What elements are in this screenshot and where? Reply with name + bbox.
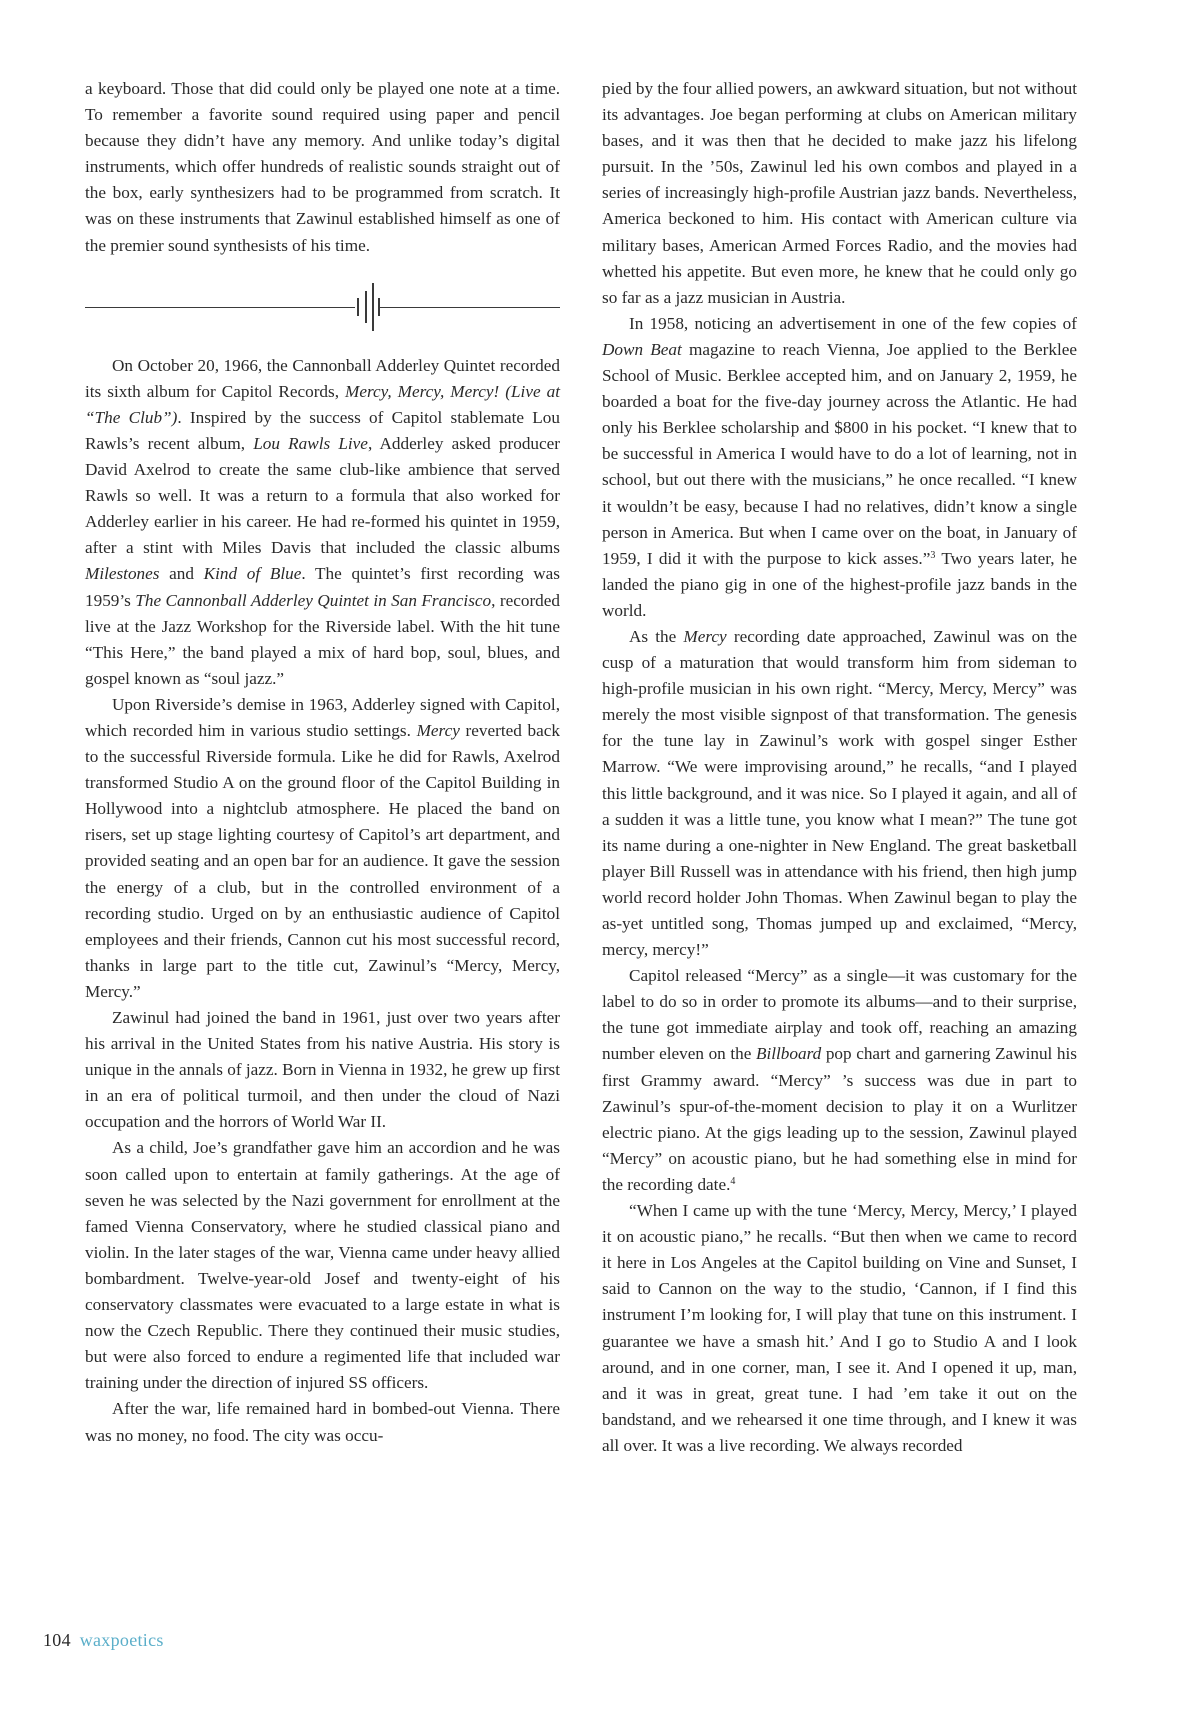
text-run: pop chart and garnering Zawinul his first Grammy award. “Mercy” ’s success was due in part to Zawinul’s spur-of-the-moment decision to play it on a Wurlitzer electric piano. At the gigs leading up to the session, Zawinul played “Mercy” on acoustic piano, but he had something else in mind for the recording date. (602, 1044, 1077, 1194)
text-run: and (159, 564, 204, 584)
text-run: As a child, Joe’s grandfather gave him an accordion and he was soon called upon to entertain at family gatherings. At the age of seven he was selected by the Nazi government for enrollment at the famed Vienna Conservatory, where he studied classical piano and violin. In the later stages of the war, Vienna came under heavy allied bombardment. Twelve-year-old Josef and twenty-eight of his conservatory classmates were evacuated to a large estate in what is now the Czech Republic. There they continued their music studies, but were also forced to endure a regimented life that included war training under the direction of injured SS officers. (85, 1138, 560, 1393)
text-run: recording date approached, Zawinul was on the cusp of a maturation that would transform him from sideman to high-profile musician in his own right. “Mercy, Mercy, Mercy” was merely the most visible signpost of that transformation. The genesis for the tune lay in Zawinul’s work with gospel singer Esther Marrow. “We were improvising around,” he recalls, “and I played this little background, and it was nice. So I played it again, and all of a sudden it was a little tune, you know what I mean?” The tune got its name during a one-nighter in New England. The great basketball player Bill Russell was in attendance with his friend, then high jump world record holder John Thomas. When Zawinul began to play the as-yet untitled song, Thomas jumped up and exclaimed, “Mercy, mercy, mercy!” (602, 626, 1077, 960)
section-divider (85, 279, 560, 335)
text-run: Two years later, he landed the piano gig in one of the highest-profile jazz bands in the world. (602, 548, 1078, 620)
text-run: a keyboard. Those that did could only be played one note at a time. To remember a favorite sound required using paper and pencil because they didn’t have any memory. And unlike today’s digital instruments, which offer hundreds of realistic sounds straight out of the box, early synthesizers had to be programmed from scratch. It was on these instruments that Zawinul established himself as one of the premier sound synthesists of his time. (85, 79, 560, 255)
paragraph-after-war (85, 1396, 560, 1448)
text-run: Upon Riverside’s demise in 1963, Adderley signed with Capitol, which recorded him in various studio settings. (85, 694, 560, 740)
paragraph-quote (602, 1198, 1077, 1459)
text-run: After the war, life remained hard in bombed-out Vienna. There was no money, no food. The city was occu- (85, 1399, 560, 1445)
italic-title: Mercy (683, 626, 727, 646)
paragraph-riverside (85, 692, 560, 1005)
paragraph-continued (602, 76, 1077, 311)
italic-title: Down Beat (602, 339, 682, 359)
italic-title: Lou Rawls Live (253, 433, 368, 453)
footnote-ref: 4 (730, 1175, 736, 1187)
text-run: Capitol released “Mercy” as a single—it was customary for the label to do so in order to promote its albums—and to their surprise, the tune got immediate airplay and took off, reaching an amazing number eleven on the (602, 966, 1077, 1064)
text-run: In 1958, noticing an advertisement in one of the few copies of (629, 313, 1077, 333)
magazine-name: waxpoetics (79, 1630, 164, 1650)
italic-title: Mercy, Mercy, Mercy! (Live at “The Club”) (85, 381, 560, 427)
text-run: Zawinul had joined the band in 1961, just over two years after his arrival in the United States from his native Austria. His story is unique in the annals of jazz. Born in Vienna in 1932, he grew up first in an era of political turmoil, and then under the cloud of Nazi occupation and the horrors of World War II. (85, 1008, 561, 1132)
text-run: , recorded live at the Jazz Workshop for the Riverside label. With the hit tune “This Here,” the band played a mix of hard bop, soul, blues, and gospel known as “soul jazz.” (85, 590, 560, 688)
text-run: As the (629, 626, 684, 646)
paragraph-childhood (85, 1135, 560, 1396)
text-run: reverted back to the successful Riverside formula. Like he did for Rawls, Axelrod transformed Studio A on the ground floor of the Capitol Building in Hollywood into a nightclub atmosphere. He placed the band on risers, set up stage lighting courtesy of Capitol’s art department, and provided seating and an open bar for an audience. It gave the session the energy of a club, but in the controlled environment of a recording studio. Urged on by an enthusiastic audience of Capitol employees and their friends, Cannon cut his most successful record, thanks in large part to the title cut, Zawinul’s “Mercy, Mercy, Mercy.” (85, 720, 560, 1001)
paragraph-capitol-single (602, 963, 1077, 1198)
paragraph-october-1966 (85, 353, 560, 692)
paragraph-mercy-date (602, 624, 1077, 963)
left-column (85, 76, 560, 1449)
divider-bar (365, 291, 367, 323)
divider-bar (372, 283, 374, 331)
text-run: , Adderley asked producer David Axelrod to create the same club-like ambience that served Rawls so well. It was a return to a formula that also worked for Adderley earlier in his career. He had re-formed his quintet in 1959, after a stint with Miles Davis that included the classic albums (85, 433, 561, 558)
italic-title: Billboard (755, 1044, 822, 1064)
page-footer (43, 1630, 164, 1651)
italic-title: The Cannonball Adderley Quintet in San Francisco (135, 590, 492, 610)
divider-bar (357, 298, 359, 316)
paragraph-joined-band (85, 1005, 560, 1135)
text-run: On October 20, 1966, the Cannonball Adderley Quintet recorded its sixth album for Capitol Records, (85, 355, 560, 401)
italic-title: Mercy (416, 720, 460, 740)
italic-title: Milestones (85, 564, 160, 584)
paragraph-intro (85, 76, 560, 259)
divider-rule-left (85, 307, 355, 308)
text-run: “When I came up with the tune ‘Mercy, Mercy, Mercy,’ I played it on acoustic piano,” he recalls. “But then when we came to record it here in Los Angeles at the Capitol building on Vine and Sunset, I said to Cannon on the way to the studio, ‘Cannon, if I find this instrument I’m looking for, I will play that tune on this instrument. I guarantee we have a smash hit.’ And I go to Studio A and I look around, and in one corner, man, I see it. And I opened it up, man, and it was in great, great tune. I had ’em take it out on the bandstand, and we rehearsed it one time through, and I knew it was all over. It was a live recording. We always recorded (602, 1201, 1077, 1455)
text-run: . The quintet’s first recording was 1959’s (85, 564, 560, 610)
page-number: 104 (43, 1630, 71, 1650)
text-run: pied by the four allied powers, an awkward situation, but not without its advantages. Joe began performing at clubs on American military bases, and it was then that he decided to make jazz his lifelong pursuit. In the ’50s, Zawinul led his own combos and played in a series of increasingly high-profile Austrian jazz bands. Nevertheless, America beckoned to him. His contact with American culture via military bases, American Armed Forces Radio, and the movies had whetted his appetite. But even more, he knew that he could only go so far as a jazz musician in Austria. (602, 79, 1077, 307)
italic-title: Kind of Blue (203, 564, 302, 584)
paragraph-1958 (602, 311, 1077, 624)
footnote-ref: 3 (930, 549, 936, 561)
text-run: . Inspired by the success of Capitol stablemate Lou Rawls’s recent album, (85, 407, 560, 453)
text-run: magazine to reach Vienna, Joe applied to the Berklee School of Music. Berklee accepted him, and on January 2, 1959, he boarded a boat for the five-day journey across the Atlantic. He had only his Berklee scholarship and $800 in his pocket. “I knew that to be successful in America I would have to do a lot of learning, not in school, but out there with the musicians,” he once recalled. “I knew it wouldn’t be easy, because I had no relatives, didn’t know a single person in America. But when I came over on the boat, in January of 1959, I did it with the purpose to kick asses.” (602, 339, 1077, 568)
divider-rule-right (380, 307, 560, 308)
right-column (602, 76, 1077, 1459)
